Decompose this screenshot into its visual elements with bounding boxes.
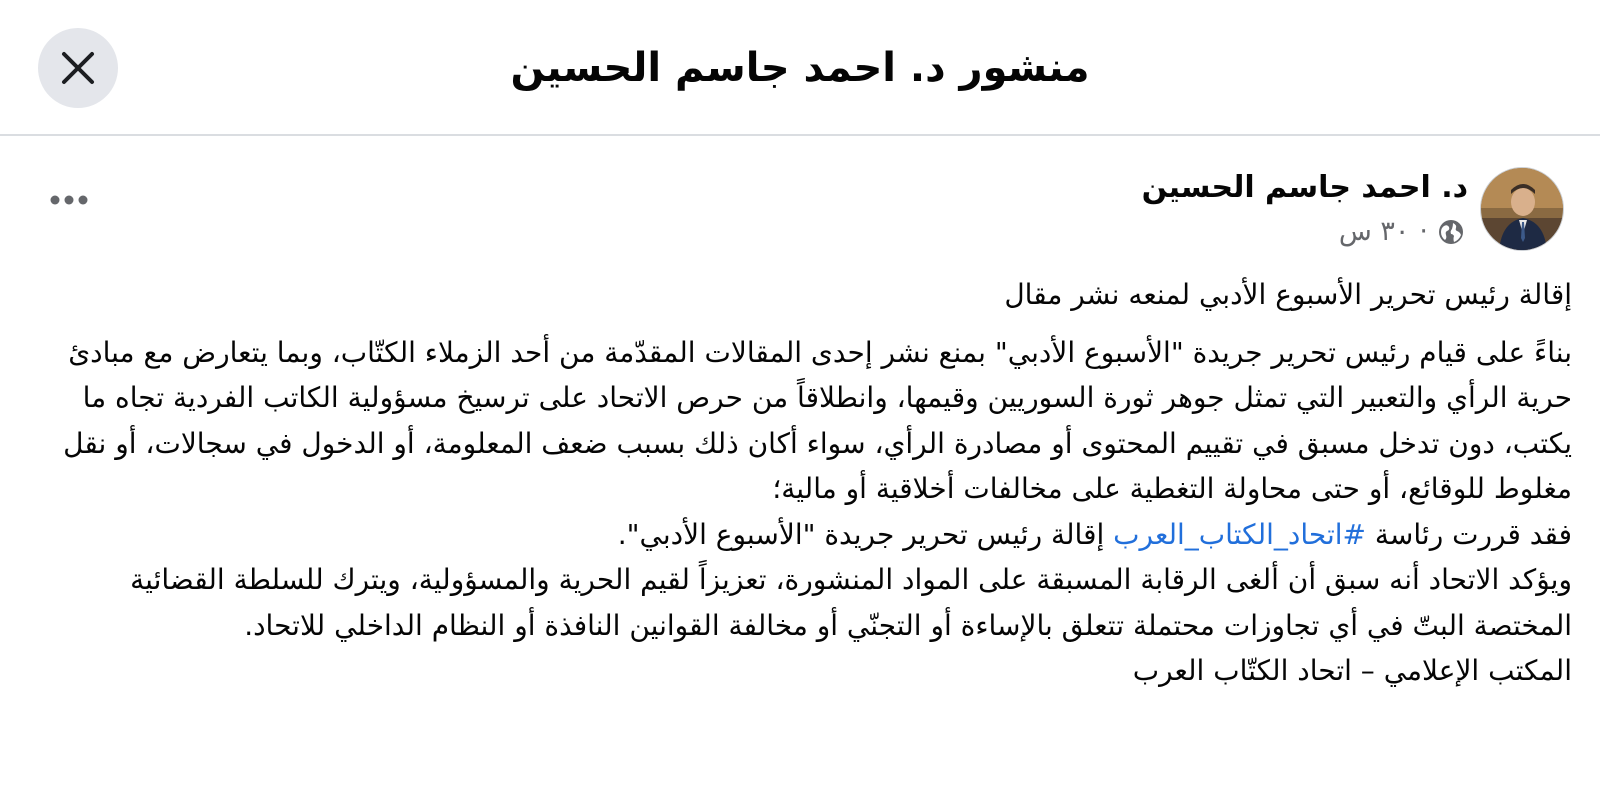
globe-icon[interactable] bbox=[1438, 219, 1464, 245]
post-meta bbox=[1339, 214, 1464, 250]
post-body bbox=[40, 272, 1572, 694]
post-time[interactable]: ٣٠ س bbox=[1338, 216, 1410, 247]
more-horizontal-icon bbox=[49, 194, 89, 206]
hashtag-link[interactable]: #اتحاد_الكتاب_العرب bbox=[1113, 517, 1367, 551]
meta-separator: · bbox=[1419, 216, 1428, 247]
post-paragraph-2 bbox=[40, 512, 1572, 558]
post-title-line: إقالة رئيس تحرير الأسبوع الأدبي لمنعه نشر مقال bbox=[1004, 278, 1572, 311]
paragraph-2-start: فقد قررت رئاسة bbox=[1366, 517, 1572, 551]
post-paragraph-3: ويؤكد الاتحاد أنه سبق أن ألغى الرقابة المسبقة على المواد المنشورة، تعزيزاً لقيم الحرية والمسؤولية، ويترك للسلطة القضائية المختصة البتّ في أي تجاوزات محتملة تتعلق بالإساءة أو التجنّي أو مخالفة القوانين النافذة أو النظام الداخلي للاتحاد. bbox=[130, 563, 1572, 642]
dialog-title: منشور د. احمد جاسم الحسين bbox=[510, 45, 1090, 91]
close-button[interactable] bbox=[38, 28, 118, 108]
author-avatar[interactable] bbox=[1480, 167, 1564, 251]
dialog-header bbox=[0, 0, 1600, 136]
paragraph-2-end: إقالة رئيس تحرير جريدة "الأسبوع الأدبي". bbox=[617, 517, 1114, 551]
author-name[interactable]: د. احمد جاسم الحسين bbox=[1141, 170, 1468, 205]
post-paragraph-1: بناءً على قيام رئيس تحرير جريدة "الأسبوع الأدبي" بمنع نشر إحدى المقالات المقدّمة من أحد الزملاء الكتّاب، وبما يتعارض مع مبادئ حرية الرأي والتعبير التي تمثل جوهر ثورة السوريين وقيمها، وانطلاقاً من حرص الاتحاد على ترسيخ مسؤولية الكاتب الفردية تجاه ما يكتب، دون تدخل مسبق في تقييم المحتوى أو مصادرة الرأي، سواء أكان ذلك بسبب ضعف المعلومة، أو الدخول في سجالات، أو نقل مغلوط للوقائع، أو حتى محاولة التغطية على مخالفات أخلاقية أو مالية؛ bbox=[63, 335, 1572, 505]
more-options-button[interactable] bbox=[44, 180, 94, 220]
post-signature: المكتب الإعلامي – اتحاد الكتّاب العرب bbox=[1132, 654, 1572, 687]
close-icon bbox=[61, 51, 95, 85]
